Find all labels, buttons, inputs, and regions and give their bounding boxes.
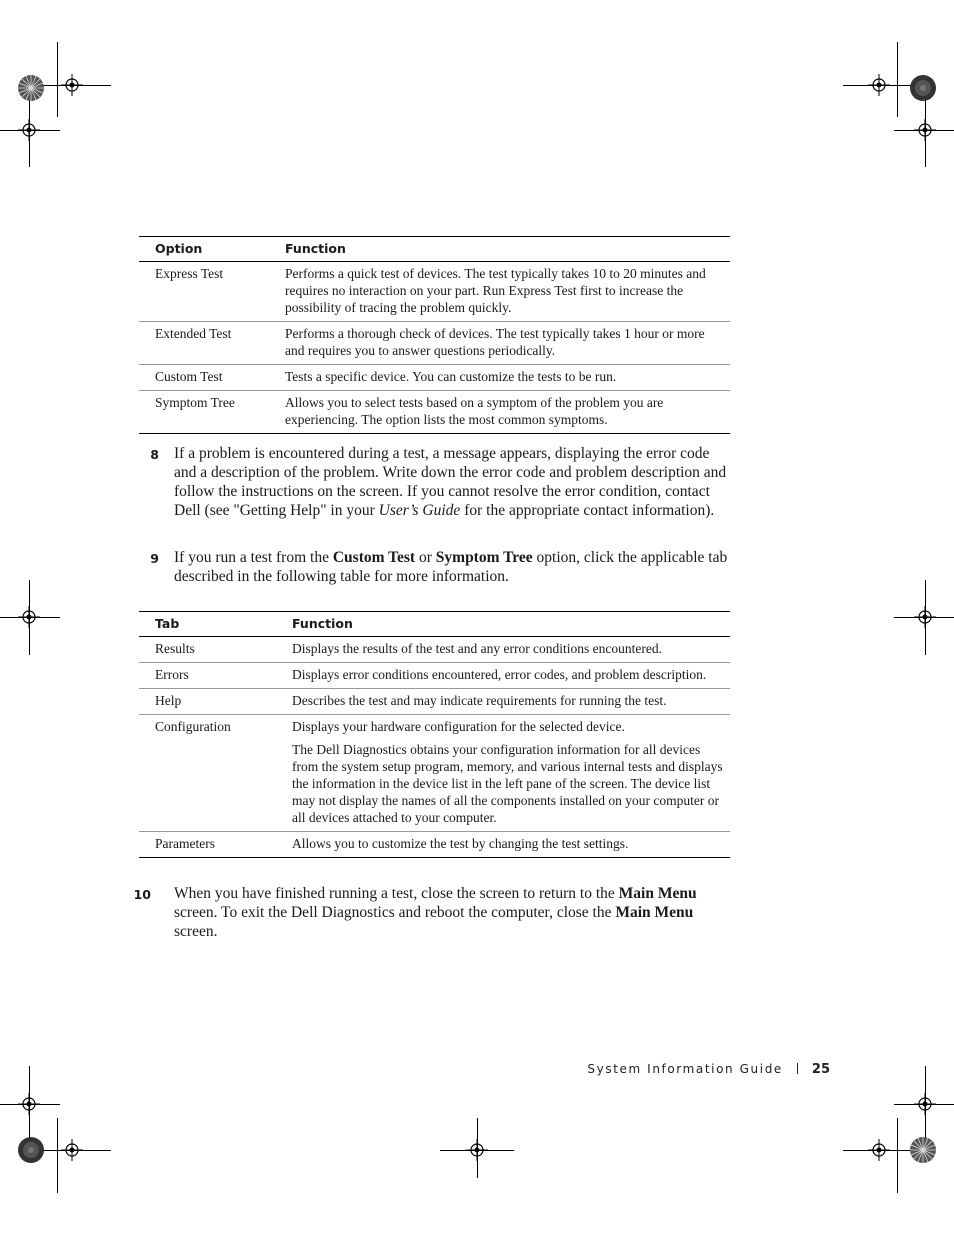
page-number: 25	[811, 1062, 830, 1077]
step-8	[139, 444, 730, 544]
column-header-function: Function	[285, 237, 730, 262]
step-number: 10	[133, 887, 151, 902]
function-cell: Displays the results of the test and any error conditions encountered.	[292, 637, 730, 663]
function-cell: Performs a quick test of devices. The test typically takes 10 to 20 minutes and requires no interaction on your part. Run Express Test first to increase the possibility of tracing the problem quickly.	[285, 262, 730, 322]
guide-title: System Information Guide	[587, 1062, 783, 1076]
table-row	[139, 262, 730, 322]
crop-mark	[57, 1118, 58, 1193]
crop-mark	[57, 42, 58, 117]
column-header-function: Function	[292, 612, 730, 637]
step-text-part: If a problem is encountered during a test, a message appears, displaying the error code and a description of the problem. Write down the error code and problem description and follow the instructions on the screen. If you cannot resolve the error condition, contact Dell (see "Getting Help" in your	[174, 445, 727, 519]
table-header-row	[139, 612, 730, 637]
registration-target-icon	[61, 1139, 83, 1161]
crop-mark	[897, 1118, 898, 1193]
registration-target-icon	[868, 1139, 890, 1161]
registration-target-icon	[466, 1139, 488, 1161]
step-text-part: screen.	[174, 923, 218, 940]
table-header-row	[139, 237, 730, 262]
book-title: User’s Guide	[378, 502, 461, 519]
color-star-target-icon	[909, 1136, 937, 1164]
table-row	[139, 832, 730, 858]
option-cell: Symptom Tree	[139, 391, 285, 434]
registration-target-icon	[914, 1093, 936, 1115]
step-text-part: screen. To exit the Dell Diagnostics and reboot the computer, close the	[174, 904, 616, 921]
table-row	[139, 689, 730, 715]
table-row	[139, 715, 730, 832]
option-cell: Express Test	[139, 262, 285, 322]
step-text-part: or	[415, 549, 436, 566]
function-cell: Performs a thorough check of devices. The test typically takes 1 hour or more and requires you to answer questions periodically.	[285, 322, 730, 365]
registration-target-icon	[18, 1093, 40, 1115]
tab-cell: Parameters	[139, 832, 292, 858]
table-row	[139, 391, 730, 434]
table-row	[139, 322, 730, 365]
function-paragraph: The Dell Diagnostics obtains your configuration information for all devices from the system setup program, memory, and various internal tests and displays the information in the device list in the left pane of the screen. The device list may not display the names of all the components installed on your computer or all devices attached to your computer.	[292, 742, 723, 825]
function-cell: Describes the test and may indicate requirements for running the test.	[292, 689, 730, 715]
table-row	[139, 663, 730, 689]
step-text	[174, 444, 730, 520]
registration-target-icon	[914, 606, 936, 628]
tab-cell: Results	[139, 637, 292, 663]
column-header-option: Option	[139, 237, 285, 262]
table-row	[139, 637, 730, 663]
function-cell	[292, 715, 730, 832]
table-row	[139, 365, 730, 391]
step-text-part: for the appropriate contact information).	[460, 502, 715, 519]
page-footer	[587, 1062, 830, 1077]
step-10	[133, 884, 730, 944]
registration-target-icon	[914, 119, 936, 141]
ui-term: Main Menu	[618, 885, 697, 902]
ui-term: Custom Test	[332, 549, 416, 566]
options-table	[139, 236, 730, 434]
footer-divider	[797, 1063, 798, 1074]
color-star-target-icon	[17, 74, 45, 102]
step-text-part: If you run a test from the	[174, 549, 333, 566]
function-cell: Allows you to customize the test by changing the test settings.	[292, 832, 730, 858]
function-cell: Allows you to select tests based on a symptom of the problem you are experiencing. The option lists the most common symptoms.	[285, 391, 730, 434]
color-star-target-icon	[17, 1136, 45, 1164]
step-text-part: option, click the applicable tab described in the following table for more information.	[174, 549, 728, 585]
registration-target-icon	[61, 74, 83, 96]
column-header-tab: Tab	[139, 612, 292, 637]
registration-target-icon	[868, 74, 890, 96]
step-number: 9	[150, 551, 159, 566]
step-number: 8	[150, 447, 159, 462]
ui-term: Main Menu	[615, 904, 694, 921]
step-text	[174, 884, 730, 941]
step-text-part: When you have finished running a test, close the screen to return to the	[174, 885, 619, 902]
registration-target-icon	[18, 119, 40, 141]
step-9	[139, 548, 730, 588]
option-cell: Extended Test	[139, 322, 285, 365]
tab-cell: Help	[139, 689, 292, 715]
registration-target-icon	[18, 606, 40, 628]
ui-term: Symptom Tree	[435, 549, 533, 566]
crop-mark	[897, 42, 898, 117]
function-paragraph: Displays your hardware configuration for the selected device.	[292, 719, 625, 734]
tabs-table	[139, 611, 730, 858]
color-star-target-icon	[909, 74, 937, 102]
option-cell: Custom Test	[139, 365, 285, 391]
function-cell: Tests a specific device. You can customize the tests to be run.	[285, 365, 730, 391]
function-cell: Displays error conditions encountered, error codes, and problem description.	[292, 663, 730, 689]
step-text	[174, 548, 730, 586]
tab-cell: Configuration	[139, 715, 292, 832]
tab-cell: Errors	[139, 663, 292, 689]
